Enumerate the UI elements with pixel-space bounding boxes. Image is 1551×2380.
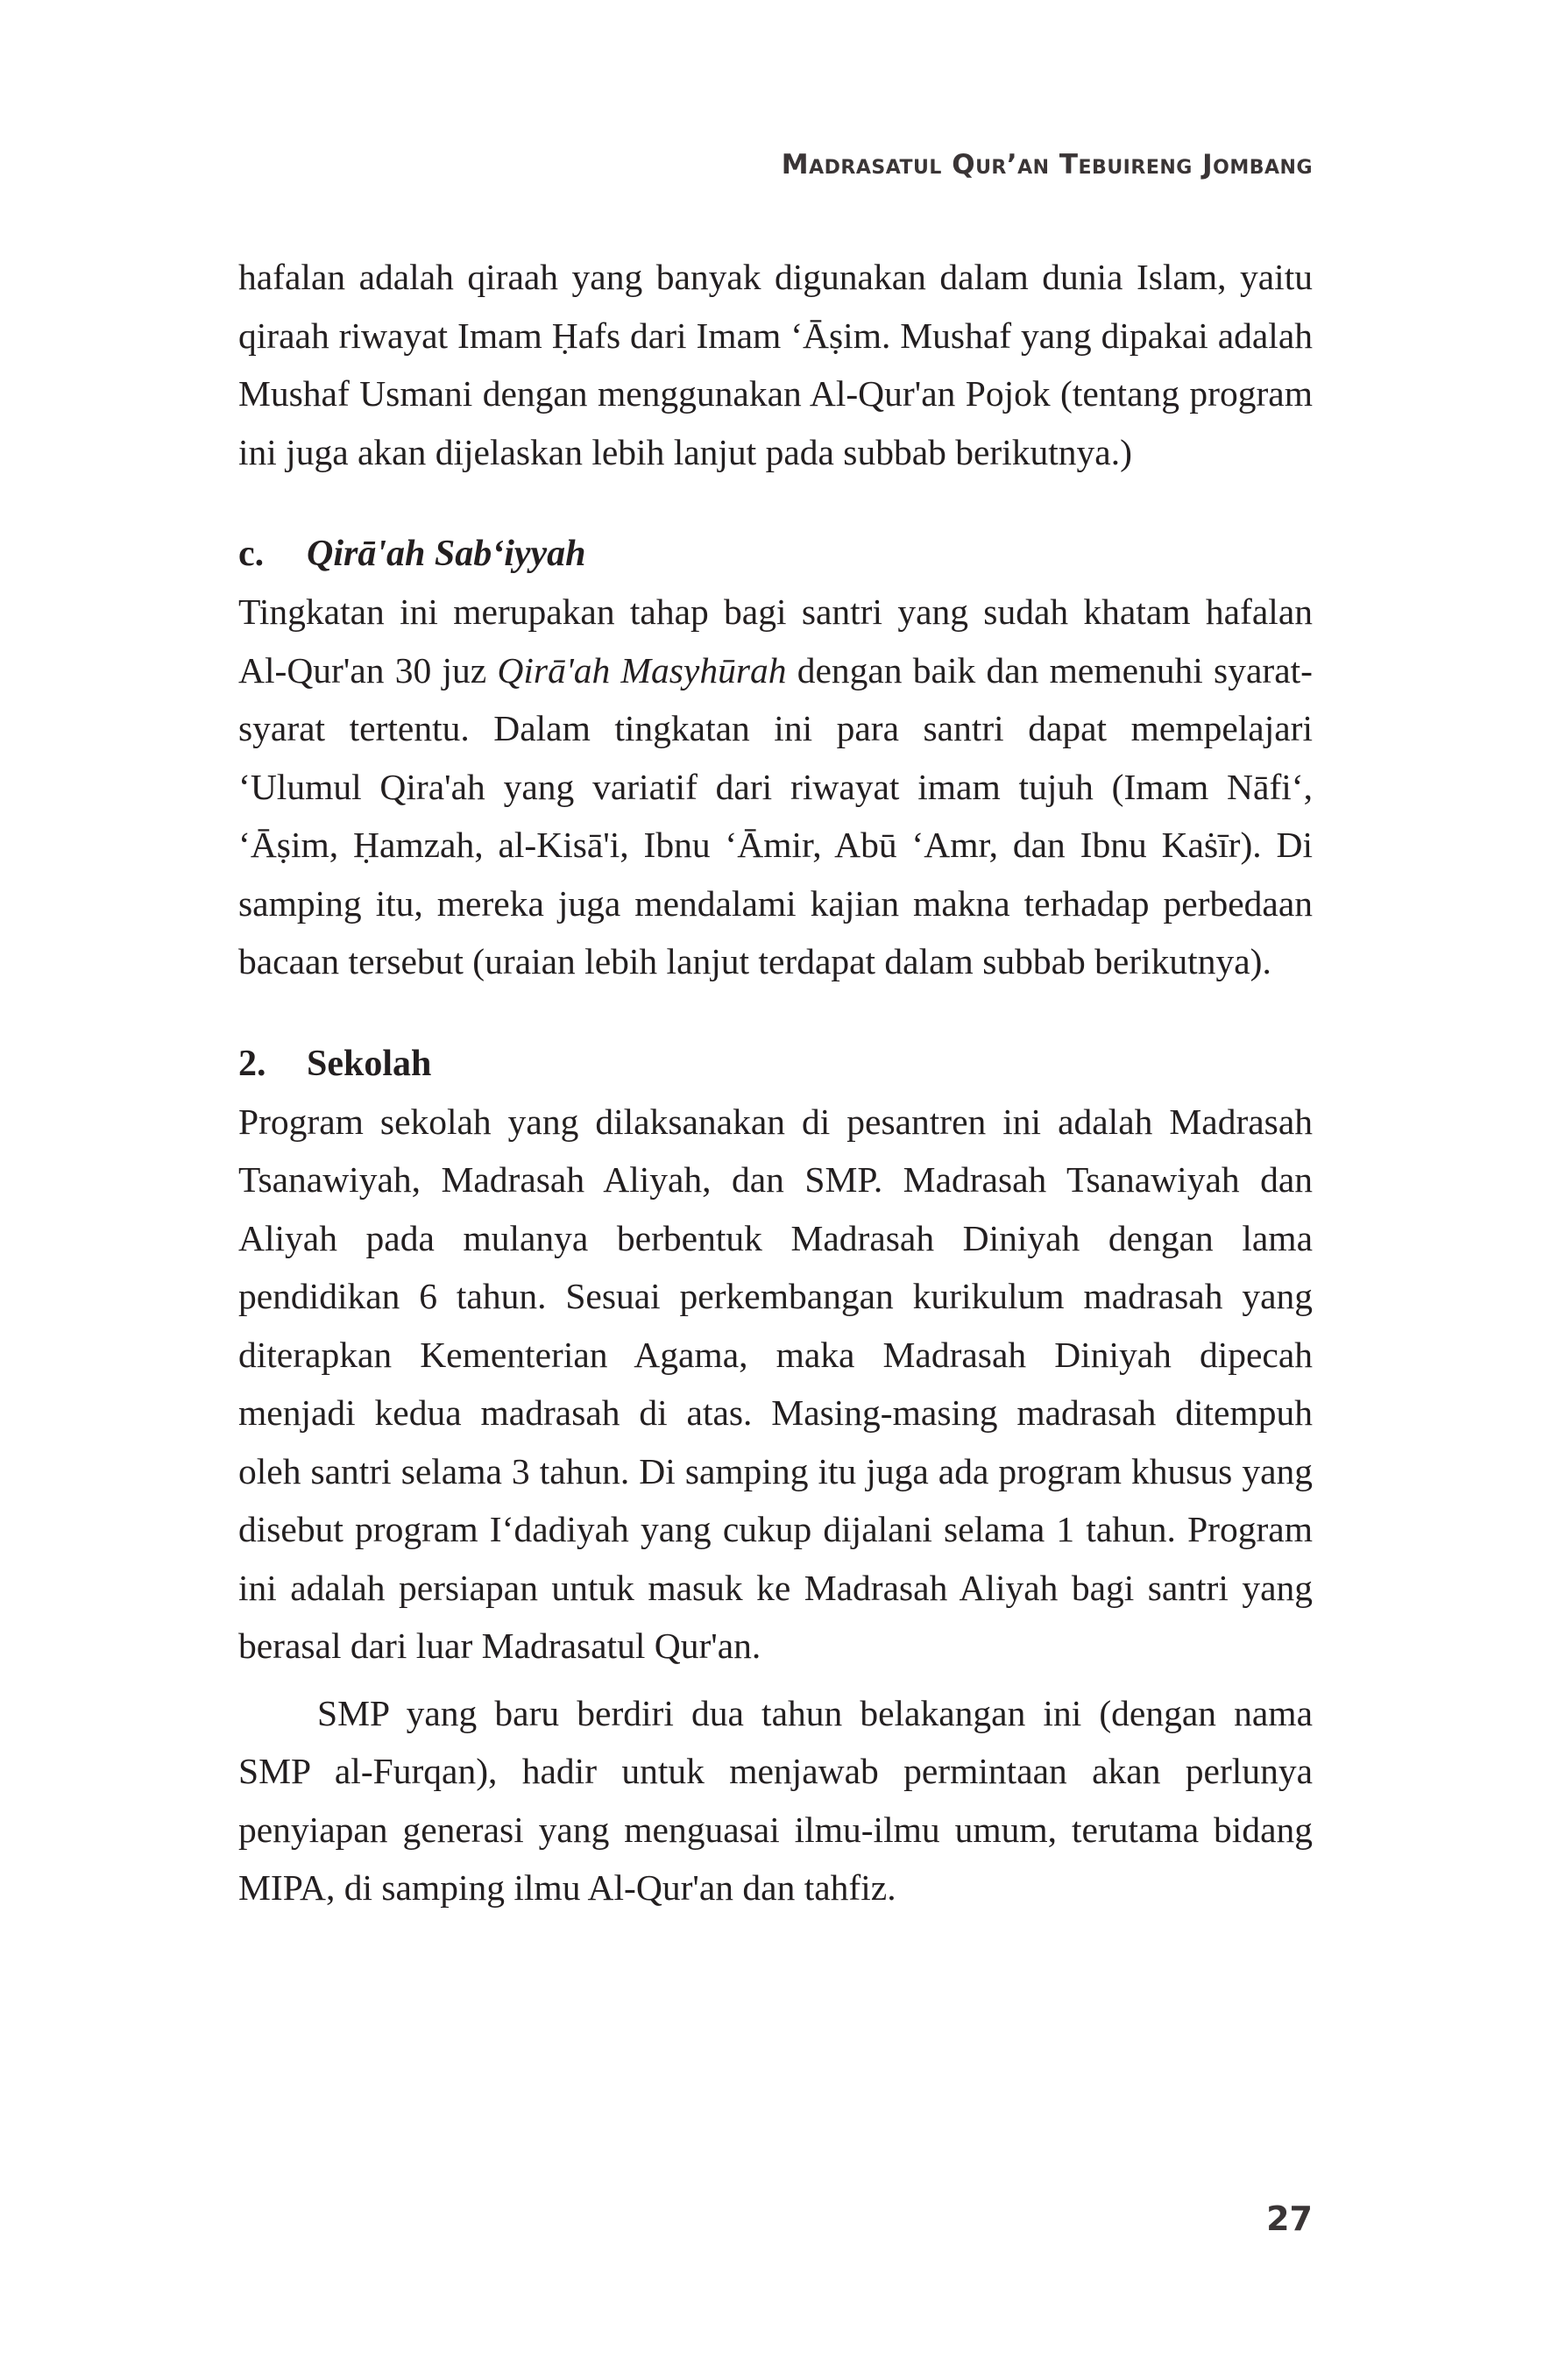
section-2-paragraph-2: SMP yang baru berdiri dua tahun belakangan ini (dengan nama SMP al-Furqan), hadir untuk menjawab permintaan akan perlunya penyiapan generasi yang menguasai ilmu-ilmu umum, terutama bidang MIPA, di samping ilmu Al-Qur'an dan tahfiz. [238, 1692, 1313, 1908]
section-c-paragraph [238, 583, 1313, 991]
section-2-paragraph-1: Program sekolah yang dilaksanakan di pesantren ini adalah Madrasah Tsanawiyah, Madrasah Aliyah, dan SMP. Madrasah Tsanawiyah dan Aliyah pada mulanya berbentuk Madrasah Diniyah dengan lama pendidikan 6 tahun. Sesuai perkembangan kurikulum madrasah yang diterapkan Kementerian Agama, maka Madrasah Diniyah dipecah menjadi kedua madrasah di atas. Masing-masing madrasah ditempuh oleh santri selama 3 tahun. Di samping itu juga ada program khusus yang disebut program I‘dadiyah yang cukup dijalani selama 1 tahun. Program ini adalah persiapan untuk masuk ke Madrasah Aliyah bagi santri yang berasal dari luar Madrasatul Qur'an. [238, 1101, 1313, 1666]
section-c-text-end: dengan baik dan memenuhi syarat-syarat tertentu. Dalam tingkatan ini para santri dapat mempelajari ‘Ulumul Qira'ah yang variatif dari riwayat imam tujuh (Imam Nāfi‘, ‘Āṣim, Ḥamzah, al-Kisā'i, Ibnu ‘Āmir, Abū ‘Amr, dan Ibnu Kaṡīr). Di samping itu, mereka juga mendalami kajian makna terhadap perbedaan bacaan tersebut (uraian lebih lanjut terdapat dalam subbab berikutnya). [238, 649, 1313, 981]
section-c-number: c. [238, 534, 265, 574]
page-body [238, 248, 1313, 1917]
section-2-number: 2. [238, 1043, 266, 1084]
section-2-title: Sekolah [307, 1043, 432, 1084]
section-2-heading [238, 1035, 1313, 1093]
section-c-title: Qirā'ah Sab‘iyyah [307, 534, 586, 574]
page-number: 27 [1266, 2199, 1313, 2238]
running-header: Madrasatul Qur’an Tebuireng Jombang [781, 149, 1313, 181]
section-c-heading [238, 525, 1313, 583]
section-c-text-start: Tingkatan ini merupakan tahap bagi santri yang sudah khatam hafalan Al-Qur'an 30 juz [238, 591, 1313, 691]
intro-paragraph: hafalan adalah qiraah yang banyak digunakan dalam dunia Islam, yaitu qiraah riwayat Imam Ḥafs dari Imam ‘Āṣim. Mushaf yang dipakai adalah Mushaf Usmani dengan menggunakan Al-Qur'an Pojok (tentang program ini juga akan dijelaskan lebih lanjut pada subbab berikutnya.) [238, 257, 1313, 472]
section-c-italic-term: Qirā'ah Masyhūrah [497, 649, 787, 691]
